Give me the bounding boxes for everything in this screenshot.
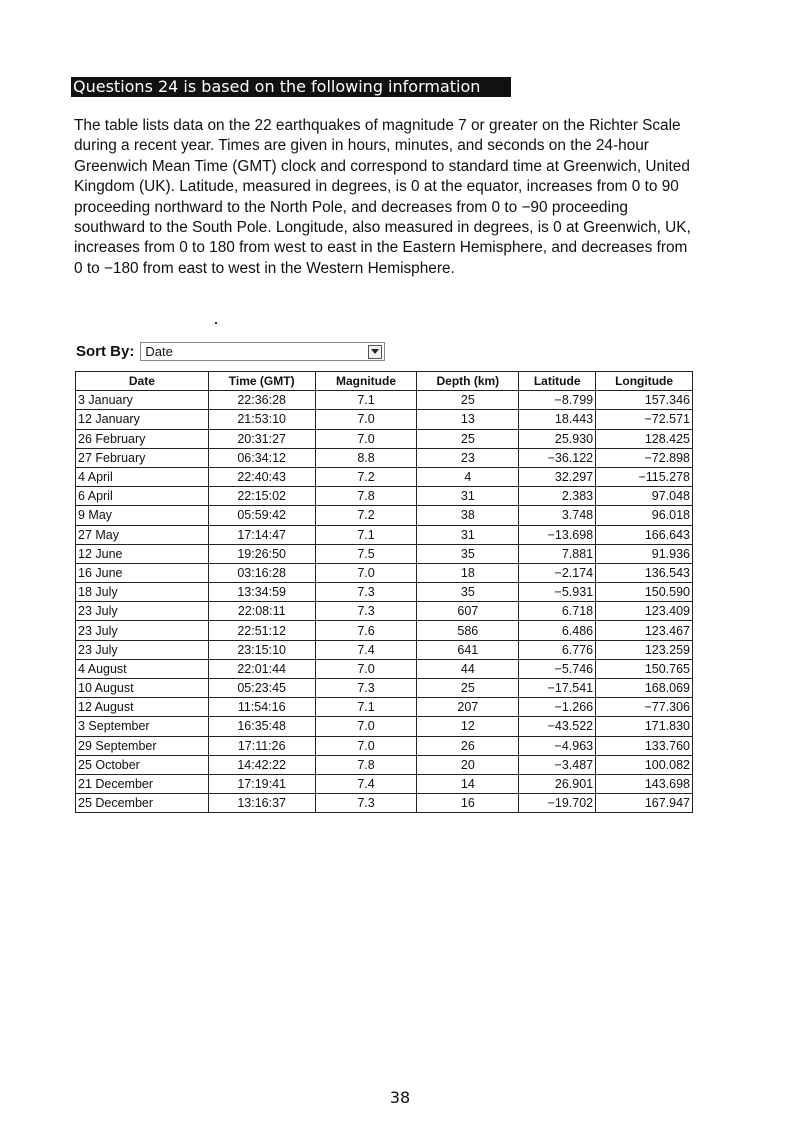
cell-longitude: 97.048 bbox=[596, 487, 693, 506]
cell-longitude: 133.760 bbox=[596, 736, 693, 755]
cell-time: 03:16:28 bbox=[208, 563, 315, 582]
column-header-time[interactable]: Time (GMT) bbox=[208, 372, 315, 391]
column-header-depth[interactable]: Depth (km) bbox=[417, 372, 519, 391]
cell-longitude: 150.765 bbox=[596, 659, 693, 678]
cell-magnitude: 7.1 bbox=[315, 698, 417, 717]
cell-depth: 38 bbox=[417, 506, 519, 525]
cell-depth: 18 bbox=[417, 563, 519, 582]
table-row bbox=[76, 563, 693, 582]
cell-depth: 607 bbox=[417, 602, 519, 621]
cell-magnitude: 7.1 bbox=[315, 525, 417, 544]
cell-latitude: −19.702 bbox=[519, 794, 596, 813]
sort-by-selected-value: Date bbox=[145, 344, 173, 359]
cell-magnitude: 7.4 bbox=[315, 640, 417, 659]
table-row bbox=[76, 698, 693, 717]
table-row bbox=[76, 391, 693, 410]
cell-longitude: −115.278 bbox=[596, 467, 693, 486]
table-row bbox=[76, 467, 693, 486]
cell-longitude: −72.571 bbox=[596, 410, 693, 429]
cell-longitude: 150.590 bbox=[596, 583, 693, 602]
cell-longitude: 123.409 bbox=[596, 602, 693, 621]
table-row bbox=[76, 659, 693, 678]
cell-depth: 20 bbox=[417, 755, 519, 774]
cell-date: 23 July bbox=[76, 640, 209, 659]
table-body bbox=[76, 391, 693, 813]
table-row bbox=[76, 583, 693, 602]
sort-by-select[interactable] bbox=[140, 342, 385, 361]
table-row bbox=[76, 602, 693, 621]
table-row bbox=[76, 736, 693, 755]
table-row bbox=[76, 506, 693, 525]
cell-time: 16:35:48 bbox=[208, 717, 315, 736]
cell-magnitude: 7.3 bbox=[315, 794, 417, 813]
table-row bbox=[76, 525, 693, 544]
cell-longitude: 136.543 bbox=[596, 563, 693, 582]
cell-date: 10 August bbox=[76, 679, 209, 698]
table-row bbox=[76, 755, 693, 774]
cell-depth: 31 bbox=[417, 487, 519, 506]
cell-depth: 14 bbox=[417, 774, 519, 793]
cell-magnitude: 7.3 bbox=[315, 602, 417, 621]
cell-time: 22:36:28 bbox=[208, 391, 315, 410]
cell-time: 06:34:12 bbox=[208, 448, 315, 467]
cell-longitude: −77.306 bbox=[596, 698, 693, 717]
table-header-row bbox=[76, 372, 693, 391]
cell-depth: 12 bbox=[417, 717, 519, 736]
cell-magnitude: 7.8 bbox=[315, 487, 417, 506]
cell-longitude: 167.947 bbox=[596, 794, 693, 813]
cell-latitude: −43.522 bbox=[519, 717, 596, 736]
cell-date: 12 January bbox=[76, 410, 209, 429]
cell-longitude: 168.069 bbox=[596, 679, 693, 698]
table-row bbox=[76, 448, 693, 467]
table-row bbox=[76, 794, 693, 813]
cell-time: 22:40:43 bbox=[208, 467, 315, 486]
cell-latitude: 6.486 bbox=[519, 621, 596, 640]
cell-date: 25 October bbox=[76, 755, 209, 774]
cell-date: 4 April bbox=[76, 467, 209, 486]
cell-longitude: 128.425 bbox=[596, 429, 693, 448]
cell-magnitude: 7.2 bbox=[315, 506, 417, 525]
table-row bbox=[76, 774, 693, 793]
cell-magnitude: 7.5 bbox=[315, 544, 417, 563]
cell-depth: 586 bbox=[417, 621, 519, 640]
cell-magnitude: 7.0 bbox=[315, 659, 417, 678]
cell-longitude: 143.698 bbox=[596, 774, 693, 793]
cell-latitude: −36.122 bbox=[519, 448, 596, 467]
cell-time: 22:08:11 bbox=[208, 602, 315, 621]
cell-longitude: 123.259 bbox=[596, 640, 693, 659]
cell-magnitude: 7.3 bbox=[315, 679, 417, 698]
cell-time: 05:23:45 bbox=[208, 679, 315, 698]
cell-depth: 641 bbox=[417, 640, 519, 659]
cell-date: 4 August bbox=[76, 659, 209, 678]
sort-control bbox=[76, 341, 385, 362]
cell-time: 14:42:22 bbox=[208, 755, 315, 774]
table-row bbox=[76, 544, 693, 563]
cell-magnitude: 7.0 bbox=[315, 429, 417, 448]
cell-longitude: 123.467 bbox=[596, 621, 693, 640]
cell-depth: 23 bbox=[417, 448, 519, 467]
cell-magnitude: 7.6 bbox=[315, 621, 417, 640]
cell-latitude: −17.541 bbox=[519, 679, 596, 698]
cell-magnitude: 7.0 bbox=[315, 717, 417, 736]
cell-date: 25 December bbox=[76, 794, 209, 813]
column-header-longitude[interactable]: Longitude bbox=[596, 372, 693, 391]
cell-date: 16 June bbox=[76, 563, 209, 582]
cell-depth: 25 bbox=[417, 679, 519, 698]
cell-date: 27 May bbox=[76, 525, 209, 544]
cell-latitude: −5.746 bbox=[519, 659, 596, 678]
cell-time: 13:16:37 bbox=[208, 794, 315, 813]
table-row bbox=[76, 717, 693, 736]
cell-magnitude: 7.4 bbox=[315, 774, 417, 793]
cell-latitude: 2.383 bbox=[519, 487, 596, 506]
page-number: 38 bbox=[389, 1088, 411, 1107]
cell-magnitude: 7.3 bbox=[315, 583, 417, 602]
cell-date: 26 February bbox=[76, 429, 209, 448]
cell-depth: 35 bbox=[417, 583, 519, 602]
cell-time: 17:19:41 bbox=[208, 774, 315, 793]
cell-magnitude: 7.8 bbox=[315, 755, 417, 774]
cell-latitude: −3.487 bbox=[519, 755, 596, 774]
cell-depth: 25 bbox=[417, 391, 519, 410]
sort-by-label: Sort By: bbox=[76, 343, 135, 360]
cell-time: 23:15:10 bbox=[208, 640, 315, 659]
column-header-latitude[interactable]: Latitude bbox=[519, 372, 596, 391]
cell-date: 12 August bbox=[76, 698, 209, 717]
cell-magnitude: 7.0 bbox=[315, 736, 417, 755]
cell-latitude: 18.443 bbox=[519, 410, 596, 429]
cell-date: 21 December bbox=[76, 774, 209, 793]
column-header-magnitude[interactable]: Magnitude bbox=[315, 372, 417, 391]
cell-latitude: −5.931 bbox=[519, 583, 596, 602]
cell-longitude: −72.898 bbox=[596, 448, 693, 467]
cell-latitude: −4.963 bbox=[519, 736, 596, 755]
intro-paragraph: The table lists data on the 22 earthquakes of magnitude 7 or greater on the Richter Scale during a recent year. Times are given in hours, minutes, and seconds on the 24-hour Greenwich Mean Time (GMT) clock and correspond to standard time at Greenwich, United Kingdom (UK). Latitude, measured in degrees, is 0 at the equator, increases from 0 to 90 proceeding northward to the North Pole, and decreases from 0 to −90 proceeding southward to the South Pole. Longitude, also measured in degrees, is 0 at Greenwich, UK, increases from 0 to 180 from west to east in the Eastern Hemisphere, and decreases from 0 to −180 from east to west in the Western Hemisphere. bbox=[74, 117, 691, 277]
table-row bbox=[76, 429, 693, 448]
cell-longitude: 166.643 bbox=[596, 525, 693, 544]
cell-latitude: 26.901 bbox=[519, 774, 596, 793]
cell-time: 22:51:12 bbox=[208, 621, 315, 640]
cell-latitude: 6.776 bbox=[519, 640, 596, 659]
column-header-date[interactable]: Date bbox=[76, 372, 209, 391]
cell-depth: 31 bbox=[417, 525, 519, 544]
cell-depth: 207 bbox=[417, 698, 519, 717]
cell-depth: 26 bbox=[417, 736, 519, 755]
cell-latitude: 25.930 bbox=[519, 429, 596, 448]
cell-time: 19:26:50 bbox=[208, 544, 315, 563]
dropdown-arrow-icon[interactable] bbox=[368, 345, 382, 359]
section-header: Questions 24 is based on the following information bbox=[71, 77, 511, 97]
cell-longitude: 91.936 bbox=[596, 544, 693, 563]
table-row bbox=[76, 487, 693, 506]
cell-depth: 13 bbox=[417, 410, 519, 429]
cell-magnitude: 8.8 bbox=[315, 448, 417, 467]
stray-mark bbox=[215, 322, 217, 324]
cell-latitude: 3.748 bbox=[519, 506, 596, 525]
cell-latitude: 32.297 bbox=[519, 467, 596, 486]
cell-magnitude: 7.1 bbox=[315, 391, 417, 410]
cell-date: 29 September bbox=[76, 736, 209, 755]
cell-date: 3 September bbox=[76, 717, 209, 736]
cell-time: 17:11:26 bbox=[208, 736, 315, 755]
earthquake-table bbox=[75, 371, 693, 813]
table-row bbox=[76, 621, 693, 640]
cell-depth: 25 bbox=[417, 429, 519, 448]
cell-time: 22:01:44 bbox=[208, 659, 315, 678]
cell-time: 13:34:59 bbox=[208, 583, 315, 602]
cell-date: 3 January bbox=[76, 391, 209, 410]
cell-longitude: 171.830 bbox=[596, 717, 693, 736]
cell-date: 27 February bbox=[76, 448, 209, 467]
cell-date: 18 July bbox=[76, 583, 209, 602]
cell-date: 23 July bbox=[76, 602, 209, 621]
cell-depth: 4 bbox=[417, 467, 519, 486]
cell-time: 21:53:10 bbox=[208, 410, 315, 429]
cell-time: 20:31:27 bbox=[208, 429, 315, 448]
cell-date: 23 July bbox=[76, 621, 209, 640]
cell-latitude: −2.174 bbox=[519, 563, 596, 582]
cell-magnitude: 7.0 bbox=[315, 563, 417, 582]
cell-magnitude: 7.2 bbox=[315, 467, 417, 486]
cell-latitude: 7.881 bbox=[519, 544, 596, 563]
cell-latitude: 6.718 bbox=[519, 602, 596, 621]
cell-depth: 44 bbox=[417, 659, 519, 678]
cell-time: 17:14:47 bbox=[208, 525, 315, 544]
cell-date: 6 April bbox=[76, 487, 209, 506]
cell-longitude: 157.346 bbox=[596, 391, 693, 410]
table-row bbox=[76, 410, 693, 429]
cell-depth: 16 bbox=[417, 794, 519, 813]
table-row bbox=[76, 640, 693, 659]
cell-depth: 35 bbox=[417, 544, 519, 563]
cell-latitude: −8.799 bbox=[519, 391, 596, 410]
cell-magnitude: 7.0 bbox=[315, 410, 417, 429]
cell-date: 12 June bbox=[76, 544, 209, 563]
cell-date: 9 May bbox=[76, 506, 209, 525]
cell-latitude: −13.698 bbox=[519, 525, 596, 544]
cell-time: 05:59:42 bbox=[208, 506, 315, 525]
table-row bbox=[76, 679, 693, 698]
cell-time: 22:15:02 bbox=[208, 487, 315, 506]
cell-longitude: 100.082 bbox=[596, 755, 693, 774]
cell-longitude: 96.018 bbox=[596, 506, 693, 525]
cell-latitude: −1.266 bbox=[519, 698, 596, 717]
cell-time: 11:54:16 bbox=[208, 698, 315, 717]
